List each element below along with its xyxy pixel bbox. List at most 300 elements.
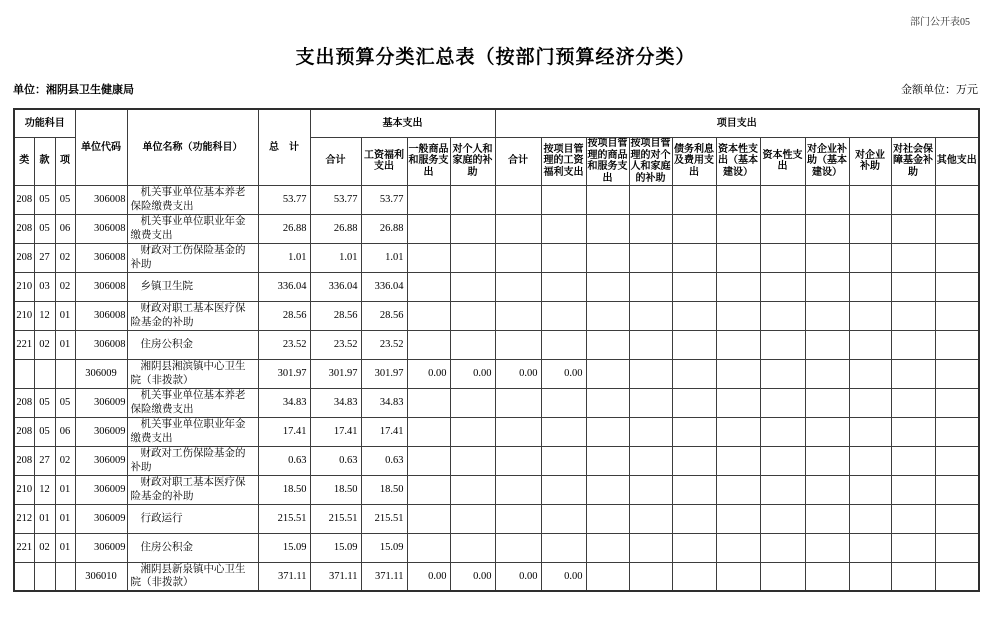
cell-value: 0.63 bbox=[258, 446, 310, 475]
cell-value bbox=[935, 214, 979, 243]
cell-value bbox=[495, 504, 541, 533]
cell-class: 208 bbox=[14, 446, 34, 475]
cell-value bbox=[805, 446, 849, 475]
cell-value bbox=[760, 475, 805, 504]
cell-section: 05 bbox=[34, 417, 55, 446]
cell-unit-name: 湘阴县新泉镇中心卫生院（非拨款） bbox=[127, 562, 258, 591]
cell-unit-code: 306008 bbox=[75, 301, 127, 330]
cell-value bbox=[716, 446, 760, 475]
header-enterprise-subsidy: 对企业补助 bbox=[849, 137, 891, 185]
cell-class: 210 bbox=[14, 301, 34, 330]
cell-class: 210 bbox=[14, 272, 34, 301]
cell-value bbox=[935, 359, 979, 388]
header-item: 项 bbox=[55, 137, 75, 185]
cell-value bbox=[849, 214, 891, 243]
cell-unit-code: 306008 bbox=[75, 214, 127, 243]
detail-row bbox=[14, 243, 979, 272]
cell-value bbox=[586, 214, 629, 243]
header-unit-name: 单位名称（功能科目） bbox=[127, 109, 258, 185]
cell-unit-code: 306009 bbox=[75, 533, 127, 562]
header-basic-goods: 一般商品和服务支出 bbox=[407, 137, 450, 185]
detail-row bbox=[14, 330, 979, 359]
cell-value bbox=[495, 388, 541, 417]
header-project-subsidy: 按项目管理的对个人和家庭的补助 bbox=[630, 138, 671, 184]
cell-value bbox=[716, 475, 760, 504]
header-func-subject: 功能科目 bbox=[14, 109, 75, 137]
cell-section: 27 bbox=[34, 446, 55, 475]
cell-value: 1.01 bbox=[361, 243, 407, 272]
cell-class: 212 bbox=[14, 504, 34, 533]
cell-value bbox=[805, 243, 849, 272]
cell-item: 02 bbox=[55, 446, 75, 475]
cell-value bbox=[805, 533, 849, 562]
header-basic-wages: 工资福利支出 bbox=[361, 137, 407, 185]
cell-value bbox=[805, 504, 849, 533]
cell-class: 208 bbox=[14, 417, 34, 446]
cell-unit-name: 机关事业单位基本养老保险缴费支出 bbox=[127, 185, 258, 214]
cell-value: 301.97 bbox=[361, 359, 407, 388]
cell-value: 371.11 bbox=[258, 562, 310, 591]
cell-value bbox=[672, 301, 716, 330]
cell-value: 17.41 bbox=[258, 417, 310, 446]
cell-unit-code: 306009 bbox=[75, 417, 127, 446]
cell-value bbox=[629, 446, 672, 475]
cell-value bbox=[760, 388, 805, 417]
cell-value: 28.56 bbox=[361, 301, 407, 330]
cell-value bbox=[495, 475, 541, 504]
cell-value bbox=[760, 359, 805, 388]
cell-value bbox=[495, 214, 541, 243]
cell-value bbox=[629, 533, 672, 562]
cell-unit-code: 306008 bbox=[75, 243, 127, 272]
cell-value bbox=[672, 417, 716, 446]
amount-unit-label: 金额单位：万元 bbox=[901, 84, 978, 96]
detail-row bbox=[14, 533, 979, 562]
cell-value bbox=[891, 562, 935, 591]
cell-value: 18.50 bbox=[310, 475, 361, 504]
cell-value bbox=[541, 388, 586, 417]
cell-value bbox=[805, 330, 849, 359]
header-debt-interest: 债务利息及费用支出 bbox=[672, 137, 716, 185]
cell-value: 215.51 bbox=[361, 504, 407, 533]
cell-value bbox=[629, 562, 672, 591]
cell-value bbox=[407, 417, 450, 446]
cell-value bbox=[849, 533, 891, 562]
cell-section: 12 bbox=[34, 475, 55, 504]
cell-value bbox=[805, 272, 849, 301]
cell-value: 23.52 bbox=[361, 330, 407, 359]
cell-value bbox=[541, 417, 586, 446]
cell-unit-code: 306009 bbox=[75, 504, 127, 533]
cell-value: 28.56 bbox=[258, 301, 310, 330]
cell-value bbox=[760, 185, 805, 214]
cell-value bbox=[629, 475, 672, 504]
cell-section bbox=[34, 359, 55, 388]
cell-value bbox=[450, 330, 495, 359]
cell-section bbox=[34, 562, 55, 591]
cell-value bbox=[760, 243, 805, 272]
cell-value bbox=[672, 504, 716, 533]
cell-value bbox=[629, 243, 672, 272]
cell-section: 12 bbox=[34, 301, 55, 330]
cell-value: 53.77 bbox=[310, 185, 361, 214]
cell-value bbox=[407, 504, 450, 533]
header-project-total: 合计 bbox=[495, 137, 541, 185]
cell-value bbox=[672, 562, 716, 591]
header-project-group: 项目支出 bbox=[495, 109, 979, 137]
cell-value bbox=[541, 533, 586, 562]
cell-value bbox=[760, 533, 805, 562]
cell-value bbox=[495, 243, 541, 272]
cell-value bbox=[891, 504, 935, 533]
detail-row bbox=[14, 214, 979, 243]
cell-value: 336.04 bbox=[361, 272, 407, 301]
cell-value: 28.56 bbox=[310, 301, 361, 330]
cell-value bbox=[672, 533, 716, 562]
cell-unit-name: 乡镇卫生院 bbox=[127, 272, 258, 301]
cell-value: 301.97 bbox=[258, 359, 310, 388]
cell-value bbox=[849, 475, 891, 504]
cell-value: 34.83 bbox=[361, 388, 407, 417]
cell-unit-code: 306008 bbox=[75, 272, 127, 301]
cell-value bbox=[805, 214, 849, 243]
cell-value bbox=[495, 330, 541, 359]
cell-unit-name: 住房公积金 bbox=[127, 533, 258, 562]
cell-value bbox=[495, 301, 541, 330]
cell-value bbox=[849, 185, 891, 214]
cell-value bbox=[495, 185, 541, 214]
cell-value bbox=[935, 388, 979, 417]
detail-row bbox=[14, 185, 979, 214]
cell-value bbox=[541, 185, 586, 214]
cell-value bbox=[760, 272, 805, 301]
cell-value: 1.01 bbox=[310, 243, 361, 272]
cell-value: 23.52 bbox=[258, 330, 310, 359]
cell-item: 01 bbox=[55, 533, 75, 562]
cell-value bbox=[450, 504, 495, 533]
cell-item: 01 bbox=[55, 504, 75, 533]
cell-value bbox=[935, 475, 979, 504]
header-class: 类 bbox=[14, 137, 34, 185]
unit-label: 单位：湘阴县卫生健康局 bbox=[13, 84, 134, 96]
cell-class bbox=[14, 359, 34, 388]
cell-value bbox=[672, 475, 716, 504]
cell-value bbox=[629, 301, 672, 330]
cell-unit-name: 财政对工伤保险基金的补助 bbox=[127, 243, 258, 272]
header-basic-total: 合计 bbox=[310, 137, 361, 185]
cell-value bbox=[495, 533, 541, 562]
cell-value bbox=[672, 388, 716, 417]
cell-value bbox=[716, 359, 760, 388]
cell-value bbox=[541, 446, 586, 475]
cell-value: 0.00 bbox=[407, 562, 450, 591]
cell-value bbox=[805, 562, 849, 591]
cell-value: 26.88 bbox=[258, 214, 310, 243]
cell-section: 02 bbox=[34, 330, 55, 359]
cell-value bbox=[629, 504, 672, 533]
cell-item bbox=[55, 562, 75, 591]
detail-row bbox=[14, 272, 979, 301]
unit-summary-row bbox=[14, 562, 979, 591]
cell-value bbox=[586, 243, 629, 272]
cell-unit-name: 机关事业单位职业年金缴费支出 bbox=[127, 417, 258, 446]
cell-unit-name: 财政对工伤保险基金的补助 bbox=[127, 446, 258, 475]
cell-item: 02 bbox=[55, 243, 75, 272]
cell-value: 371.11 bbox=[361, 562, 407, 591]
cell-value bbox=[716, 301, 760, 330]
cell-value: 0.63 bbox=[310, 446, 361, 475]
cell-item: 06 bbox=[55, 214, 75, 243]
header-basic-group: 基本支出 bbox=[310, 109, 495, 137]
cell-value bbox=[586, 417, 629, 446]
cell-value bbox=[716, 272, 760, 301]
cell-value bbox=[450, 417, 495, 446]
cell-value: 26.88 bbox=[361, 214, 407, 243]
cell-class: 208 bbox=[14, 243, 34, 272]
cell-section: 02 bbox=[34, 533, 55, 562]
cell-value bbox=[891, 243, 935, 272]
cell-item bbox=[55, 359, 75, 388]
detail-row bbox=[14, 417, 979, 446]
cell-value bbox=[935, 533, 979, 562]
header-project-wages: 按项目管理的工资福利支出 bbox=[541, 137, 586, 185]
table-header bbox=[14, 109, 979, 185]
cell-value bbox=[450, 533, 495, 562]
cell-value bbox=[805, 388, 849, 417]
cell-value: 34.83 bbox=[258, 388, 310, 417]
cell-value bbox=[805, 475, 849, 504]
cell-value: 371.11 bbox=[310, 562, 361, 591]
cell-value bbox=[541, 301, 586, 330]
detail-row bbox=[14, 475, 979, 504]
cell-unit-name: 住房公积金 bbox=[127, 330, 258, 359]
cell-value: 23.52 bbox=[310, 330, 361, 359]
header-capital: 资本性支出 bbox=[760, 137, 805, 185]
cell-value bbox=[849, 272, 891, 301]
cell-value bbox=[849, 562, 891, 591]
cell-value bbox=[450, 185, 495, 214]
header-enterprise-construction: 对企业补助（基本建设） bbox=[805, 137, 849, 185]
budget-summary-table bbox=[13, 108, 980, 592]
cell-value bbox=[935, 243, 979, 272]
cell-value bbox=[760, 330, 805, 359]
cell-value bbox=[891, 359, 935, 388]
cell-class: 210 bbox=[14, 475, 34, 504]
cell-value bbox=[716, 185, 760, 214]
cell-value bbox=[495, 272, 541, 301]
header-basic-subsidy: 对个人和家庭的补助 bbox=[450, 137, 495, 185]
cell-value bbox=[849, 504, 891, 533]
cell-value bbox=[760, 562, 805, 591]
cell-class: 208 bbox=[14, 214, 34, 243]
cell-value bbox=[716, 214, 760, 243]
header-social-security: 对社会保障基金补助 bbox=[891, 137, 935, 185]
cell-value bbox=[495, 446, 541, 475]
cell-unit-code: 306009 bbox=[75, 388, 127, 417]
cell-value: 0.63 bbox=[361, 446, 407, 475]
page-title: 支出预算分类汇总表（按部门预算经济分类） bbox=[295, 47, 696, 68]
cell-value bbox=[891, 533, 935, 562]
cell-unit-name: 机关事业单位基本养老保险缴费支出 bbox=[127, 388, 258, 417]
cell-value bbox=[541, 272, 586, 301]
cell-section: 03 bbox=[34, 272, 55, 301]
cell-value bbox=[629, 185, 672, 214]
cell-unit-code: 306008 bbox=[75, 330, 127, 359]
cell-value bbox=[629, 330, 672, 359]
cell-value bbox=[935, 417, 979, 446]
cell-value bbox=[407, 243, 450, 272]
cell-value bbox=[891, 185, 935, 214]
cell-value bbox=[450, 243, 495, 272]
cell-value bbox=[407, 475, 450, 504]
cell-value: 301.97 bbox=[310, 359, 361, 388]
cell-value bbox=[407, 330, 450, 359]
cell-unit-name: 行政运行 bbox=[127, 504, 258, 533]
cell-value bbox=[407, 446, 450, 475]
cell-value bbox=[849, 330, 891, 359]
cell-class: 208 bbox=[14, 185, 34, 214]
cell-unit-code: 306009 bbox=[75, 359, 127, 388]
cell-class: 208 bbox=[14, 388, 34, 417]
cell-value bbox=[805, 359, 849, 388]
cell-value: 0.00 bbox=[541, 359, 586, 388]
cell-unit-code: 306010 bbox=[75, 562, 127, 591]
cell-value bbox=[935, 301, 979, 330]
detail-row bbox=[14, 301, 979, 330]
cell-value bbox=[450, 272, 495, 301]
cell-value bbox=[629, 359, 672, 388]
cell-unit-code: 306009 bbox=[75, 446, 127, 475]
cell-value: 215.51 bbox=[310, 504, 361, 533]
cell-class bbox=[14, 562, 34, 591]
header-grand-total: 总 计 bbox=[258, 109, 310, 185]
cell-value bbox=[760, 301, 805, 330]
cell-value: 34.83 bbox=[310, 388, 361, 417]
cell-item: 01 bbox=[55, 301, 75, 330]
cell-value bbox=[849, 388, 891, 417]
cell-value: 0.00 bbox=[495, 359, 541, 388]
cell-value bbox=[935, 504, 979, 533]
cell-value bbox=[586, 185, 629, 214]
cell-section: 05 bbox=[34, 388, 55, 417]
cell-section: 27 bbox=[34, 243, 55, 272]
cell-value bbox=[672, 359, 716, 388]
cell-value bbox=[849, 301, 891, 330]
cell-value bbox=[541, 214, 586, 243]
meta-row bbox=[13, 81, 978, 97]
cell-value: 17.41 bbox=[361, 417, 407, 446]
cell-item: 01 bbox=[55, 475, 75, 504]
header-capital-construction: 资本性支出（基本建设） bbox=[716, 137, 760, 185]
cell-value bbox=[450, 475, 495, 504]
cell-item: 02 bbox=[55, 272, 75, 301]
cell-value bbox=[891, 272, 935, 301]
header-project-goods: 按项目管理的商品和服务支出 bbox=[587, 138, 628, 184]
cell-value: 53.77 bbox=[258, 185, 310, 214]
cell-value bbox=[672, 272, 716, 301]
cell-section: 05 bbox=[34, 214, 55, 243]
cell-value: 0.00 bbox=[407, 359, 450, 388]
cell-value bbox=[891, 388, 935, 417]
cell-value: 215.51 bbox=[258, 504, 310, 533]
cell-value bbox=[586, 272, 629, 301]
cell-value bbox=[891, 214, 935, 243]
cell-value bbox=[586, 301, 629, 330]
cell-value bbox=[849, 359, 891, 388]
cell-value: 1.01 bbox=[258, 243, 310, 272]
detail-row bbox=[14, 504, 979, 533]
cell-value bbox=[629, 417, 672, 446]
cell-value bbox=[586, 562, 629, 591]
cell-value bbox=[672, 214, 716, 243]
table-body bbox=[14, 185, 979, 591]
cell-value bbox=[716, 417, 760, 446]
cell-value bbox=[672, 243, 716, 272]
cell-unit-name: 湘阴县湘滨镇中心卫生院（非拨款） bbox=[127, 359, 258, 388]
cell-value bbox=[849, 446, 891, 475]
cell-value bbox=[760, 504, 805, 533]
cell-value: 0.00 bbox=[450, 562, 495, 591]
cell-item: 05 bbox=[55, 185, 75, 214]
cell-value bbox=[450, 388, 495, 417]
cell-value bbox=[586, 475, 629, 504]
detail-row bbox=[14, 388, 979, 417]
cell-value bbox=[716, 243, 760, 272]
cell-value bbox=[629, 272, 672, 301]
cell-value bbox=[407, 214, 450, 243]
cell-value bbox=[541, 475, 586, 504]
cell-value bbox=[450, 301, 495, 330]
cell-value: 53.77 bbox=[361, 185, 407, 214]
cell-value bbox=[586, 359, 629, 388]
cell-value bbox=[849, 417, 891, 446]
cell-class: 221 bbox=[14, 330, 34, 359]
cell-value bbox=[629, 388, 672, 417]
cell-value bbox=[672, 446, 716, 475]
cell-value bbox=[935, 562, 979, 591]
header-section: 款 bbox=[34, 137, 55, 185]
cell-value bbox=[407, 388, 450, 417]
cell-unit-name: 财政对职工基本医疗保险基金的补助 bbox=[127, 475, 258, 504]
cell-value bbox=[450, 214, 495, 243]
cell-value: 0.00 bbox=[495, 562, 541, 591]
cell-value bbox=[849, 243, 891, 272]
unit-summary-row bbox=[14, 359, 979, 388]
cell-value bbox=[586, 504, 629, 533]
cell-value bbox=[672, 330, 716, 359]
cell-value bbox=[672, 185, 716, 214]
cell-value bbox=[541, 504, 586, 533]
cell-value bbox=[760, 446, 805, 475]
cell-value bbox=[805, 301, 849, 330]
cell-unit-name: 财政对职工基本医疗保险基金的补助 bbox=[127, 301, 258, 330]
cell-value: 17.41 bbox=[310, 417, 361, 446]
cell-value bbox=[891, 330, 935, 359]
cell-unit-code: 306008 bbox=[75, 185, 127, 214]
cell-value bbox=[407, 272, 450, 301]
cell-value: 18.50 bbox=[361, 475, 407, 504]
cell-unit-code: 306009 bbox=[75, 475, 127, 504]
cell-value bbox=[407, 301, 450, 330]
cell-value bbox=[586, 330, 629, 359]
cell-class: 221 bbox=[14, 533, 34, 562]
cell-value bbox=[586, 388, 629, 417]
cell-value bbox=[805, 417, 849, 446]
header-unit-code: 单位代码 bbox=[75, 109, 127, 185]
cell-value bbox=[891, 417, 935, 446]
cell-item: 01 bbox=[55, 330, 75, 359]
cell-value: 0.00 bbox=[541, 562, 586, 591]
